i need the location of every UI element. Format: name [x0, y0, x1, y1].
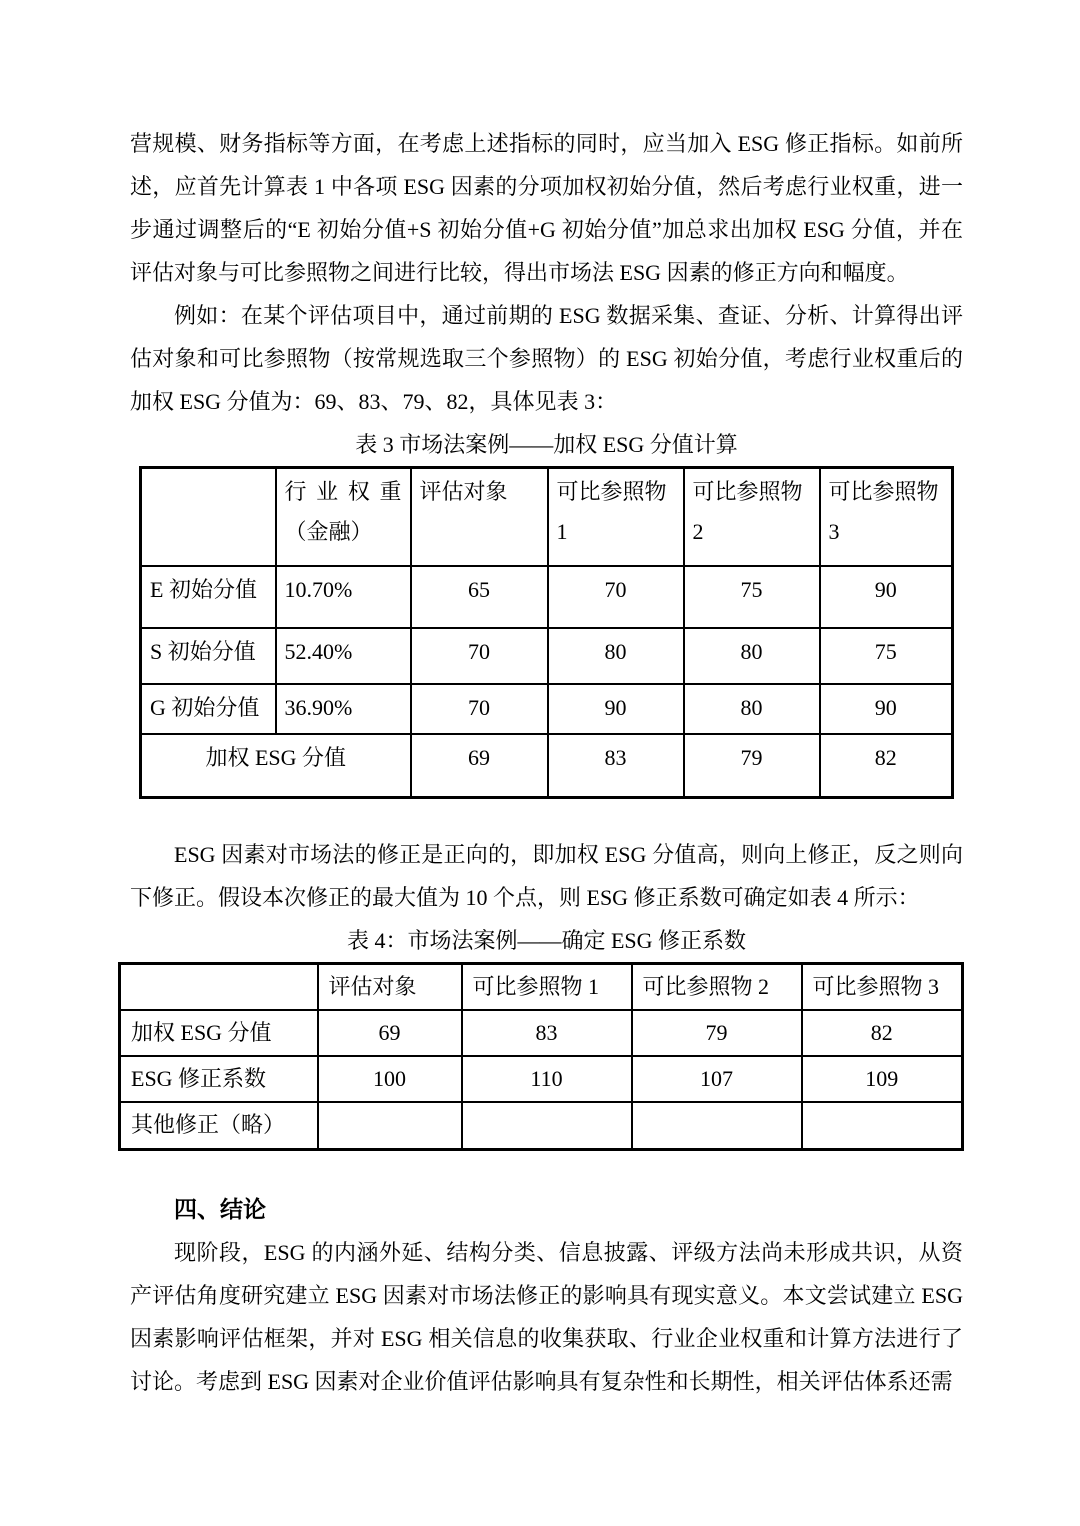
text-line: 述，应首先计算表 1 中各项 ESG 因素的分项加权初始分值，然后考虑行业权重，进一: [130, 174, 963, 199]
text-line: 估对象和可比参照物（按常规选取三个参照物）的 ESG 初始分值，考虑行业权重后的: [130, 346, 963, 371]
table-header-cell-ref1: [548, 468, 684, 566]
page-content: [130, 122, 963, 1403]
value-cell: 107: [632, 1056, 802, 1102]
value-cell: 82: [802, 1010, 963, 1056]
text-line: 评估对象与可比参照物之间进行比较，得出市场法 ESG 因素的修正方向和幅度。: [130, 260, 909, 285]
header-line: 3: [828, 519, 840, 544]
value-cell: 80: [684, 684, 820, 734]
row-label-cell: 其他修正（略）: [120, 1102, 318, 1149]
text-line: ESG 因素对市场法的修正是正向的，即加权 ESG 分值高，则向上修正，反之则向: [174, 842, 963, 867]
value-cell: [462, 1102, 632, 1149]
value-cell: 69: [411, 734, 548, 798]
value-cell: 90: [820, 684, 953, 734]
spacer: [130, 799, 963, 833]
header-line: 1: [556, 519, 568, 544]
value-cell: 75: [684, 566, 820, 628]
table-header-row: [141, 468, 953, 566]
value-cell: 83: [548, 734, 684, 798]
table-row-weighted-esg-score: [120, 1010, 963, 1056]
text-line: 因素影响评估框架，并对 ESG 相关信息的收集获取、行业企业权重和计算方法进行了: [130, 1325, 963, 1351]
table-header-cell-ref2: [684, 468, 820, 566]
text-line: 现阶段，ESG 的内涵外延、结构分类、信息披露、评级方法尚未形成共识，从资: [174, 1239, 963, 1265]
value-cell: 80: [548, 628, 684, 684]
text-line: 产评估角度研究建立 ESG 因素对市场法修正的影响具有现实意义。本文尝试建立 ESG: [130, 1282, 963, 1308]
section-heading-conclusion: 四、结论: [174, 1195, 266, 1222]
value-cell: 79: [684, 734, 820, 798]
value-cell: [632, 1102, 802, 1149]
text-line: 加权 ESG 分值为：69、83、79、82，具体见表 3：: [130, 389, 618, 414]
paragraph-correction-direction: [130, 833, 963, 919]
table4-esg-correction-coefficients: [118, 962, 964, 1151]
value-cell: 109: [802, 1056, 963, 1102]
paragraph-market-method-correction: [130, 122, 963, 294]
value-cell: 70: [411, 684, 548, 734]
table-header-cell-empty: [120, 964, 318, 1011]
text-line: 营规模、财务指标等方面，在考虑上述指标的同时，应当加入 ESG 修正指标。如前所: [130, 131, 963, 156]
value-cell: 82: [820, 734, 953, 798]
value-cell: 65: [411, 566, 548, 628]
value-cell: 83: [462, 1010, 632, 1056]
text-line: 下修正。假设本次修正的最大值为 10 个点，则 ESG 修正系数可确定如表 4 所示：: [130, 885, 920, 910]
table3-weighted-esg-score-calculation: [139, 466, 954, 799]
value-cell: 100: [318, 1056, 462, 1102]
value-cell: 79: [632, 1010, 802, 1056]
table3-caption: 表 3 市场法案例——加权 ESG 分值计算: [355, 432, 738, 457]
weight-cell: 36.90%: [276, 684, 411, 734]
table-header-cell-target: 评估对象: [411, 468, 548, 566]
table-header-cell-industry-weight: [276, 468, 411, 566]
table-row-weighted-esg-score: [141, 734, 953, 798]
table-header-cell-target: 评估对象: [318, 964, 462, 1011]
table-header-cell-ref1: 可比参照物 1: [462, 964, 632, 1011]
table-header-cell-ref3: [820, 468, 953, 566]
value-cell: 90: [820, 566, 953, 628]
table-header-cell-ref3: 可比参照物 3: [802, 964, 963, 1011]
value-cell: 80: [684, 628, 820, 684]
value-cell: [318, 1102, 462, 1149]
header-line: 行 业 权 重: [284, 479, 402, 504]
table-row-e-initial-score: [141, 566, 953, 628]
header-line: 可比参照物: [692, 479, 803, 504]
header-line: （金融）: [284, 519, 373, 544]
table-row-g-initial-score: [141, 684, 953, 734]
text-line: 步通过调整后的“E 初始分值+S 初始分值+G 初始分值”加总求出加权 ESG 分值，并在: [130, 217, 963, 242]
table-header-row: [120, 964, 963, 1011]
text-line: 例如：在某个评估项目中，通过前期的 ESG 数据采集、查证、分析、计算得出评: [174, 303, 963, 328]
table-row-s-initial-score: [141, 628, 953, 684]
header-line: 2: [692, 519, 704, 544]
value-cell: 69: [318, 1010, 462, 1056]
spacer: [130, 1151, 963, 1188]
table-header-cell-ref2: 可比参照物 2: [632, 964, 802, 1011]
table-row-esg-correction-coefficient: [120, 1056, 963, 1102]
row-label-cell: G 初始分值: [141, 684, 276, 734]
value-cell: 110: [462, 1056, 632, 1102]
value-cell: 75: [820, 628, 953, 684]
value-cell: 70: [548, 566, 684, 628]
row-label-cell: ESG 修正系数: [120, 1056, 318, 1102]
paragraph-conclusion: [130, 1231, 963, 1403]
value-cell: 70: [411, 628, 548, 684]
table4-caption: 表 4：市场法案例——确定 ESG 修正系数: [346, 928, 747, 953]
header-line: 可比参照物: [556, 479, 667, 504]
value-cell: [802, 1102, 963, 1149]
table-row-other-corrections: [120, 1102, 963, 1149]
paragraph-example: [130, 294, 963, 423]
row-label-cell: E 初始分值: [141, 566, 276, 628]
summary-label-cell: 加权 ESG 分值: [141, 734, 411, 798]
weight-cell: 52.40%: [276, 628, 411, 684]
text-line: 讨论。考虑到 ESG 因素对企业价值评估影响具有复杂性和长期性，相关评估体系还需: [130, 1368, 953, 1394]
weight-cell: 10.70%: [276, 566, 411, 628]
row-label-cell: S 初始分值: [141, 628, 276, 684]
header-line: 可比参照物: [828, 479, 939, 504]
table-header-cell-empty: [141, 468, 276, 566]
value-cell: 90: [548, 684, 684, 734]
row-label-cell: 加权 ESG 分值: [120, 1010, 318, 1056]
